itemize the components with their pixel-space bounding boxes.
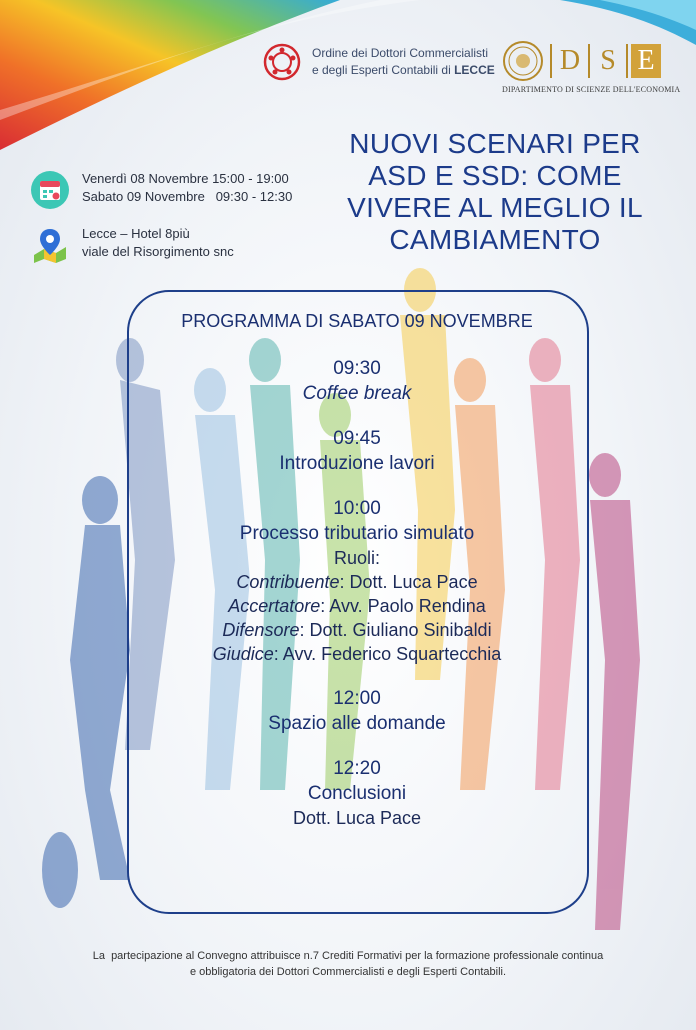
dse-letter-e: E [631, 44, 661, 78]
title-line: VIVERE AL MEGLIO IL [347, 192, 643, 223]
role-person: : Dott. Luca Pace [339, 572, 478, 592]
title-line: NUOVI SCENARI PER [349, 128, 641, 159]
program-item [127, 496, 587, 666]
odcec-city: LECCE [454, 63, 495, 77]
role-name: Contribuente [236, 572, 340, 592]
credits-note [40, 948, 656, 980]
program-label: Conclusioni [307, 783, 407, 804]
dse-logo-row [502, 40, 680, 82]
program-item [127, 686, 587, 736]
role-person: : Avv. Federico Squartecchia [273, 644, 502, 664]
date-line-friday: Venerdì 08 Novembre 15:00 - 19:00 [82, 171, 289, 186]
program-list [127, 356, 587, 850]
program-time: 10:00 [333, 498, 381, 519]
program-item [127, 426, 587, 476]
program-label: Coffee break [302, 383, 412, 404]
program-label: Processo tributario simulato [239, 523, 475, 544]
role-line [127, 594, 587, 618]
event-place [30, 225, 234, 265]
role-name: Difensore [222, 620, 300, 640]
dse-divider [550, 44, 552, 78]
role-name: Giudice [212, 644, 274, 664]
event-dates [30, 170, 292, 210]
event-dates-text [82, 170, 292, 206]
map-pin-icon [30, 225, 70, 265]
calendar-icon [30, 170, 70, 210]
event-place-text [82, 225, 234, 261]
dse-divider [626, 44, 628, 78]
place-venue: Lecce – Hotel 8più [82, 226, 190, 241]
university-seal-icon [502, 40, 544, 82]
program-title: PROGRAMMA DI SABATO 09 NOVEMBRE [181, 311, 533, 331]
event-title [330, 128, 660, 256]
dse-divider [588, 44, 590, 78]
role-line [127, 642, 587, 666]
dse-letter-d: D [559, 45, 581, 76]
role-person: : Avv. Paolo Rendina [320, 596, 486, 616]
dse-letter-s: S [600, 45, 616, 76]
title-line: CAMBIAMENTO [389, 224, 601, 255]
credits-note-line1: La partecipazione al Convegno attribuisce n.7 Crediti Formativi per la formazione professionale continua [92, 950, 604, 962]
program-item [127, 356, 587, 406]
program-speaker: Dott. Luca Pace [292, 808, 422, 828]
program-time: 12:00 [333, 688, 381, 709]
roles-label: Ruoli: [333, 548, 381, 568]
role-person: : Dott. Giuliano Sinibaldi [299, 620, 492, 640]
odcec-name-line2 [312, 62, 495, 79]
program-label: Spazio alle domande [268, 713, 446, 734]
date-line-saturday: Sabato 09 Novembre 09:30 - 12:30 [82, 189, 293, 204]
role-line [127, 570, 587, 594]
program-time: 09:45 [333, 428, 381, 449]
program-label: Introduzione lavori [279, 453, 435, 474]
program-item [127, 756, 587, 830]
place-address: viale del Risorgimento snc [82, 244, 234, 259]
program-time: 09:30 [333, 358, 381, 379]
odcec-name [312, 45, 495, 79]
odcec-lecce-logo-block [262, 42, 495, 82]
dse-logo-block [502, 40, 680, 94]
credits-note-line2: e obbligatoria dei Dottori Commercialisti e degli Esperti Contabili. [189, 966, 507, 978]
dse-letters [550, 44, 661, 78]
dse-caption: DIPARTIMENTO DI SCIENZE DELL'ECONOMIA [502, 85, 681, 94]
odcec-name-line1: Ordine dei Dottori Commercialisti [312, 46, 489, 60]
program-time: 12:20 [333, 758, 381, 779]
odcec-logo-icon [262, 42, 302, 82]
role-line [127, 618, 587, 642]
title-line: ASD E SSD: COME [368, 160, 622, 191]
role-name: Accertatore [228, 596, 321, 616]
odcec-name-line2-prefix: e degli Esperti Contabili di [312, 63, 455, 77]
